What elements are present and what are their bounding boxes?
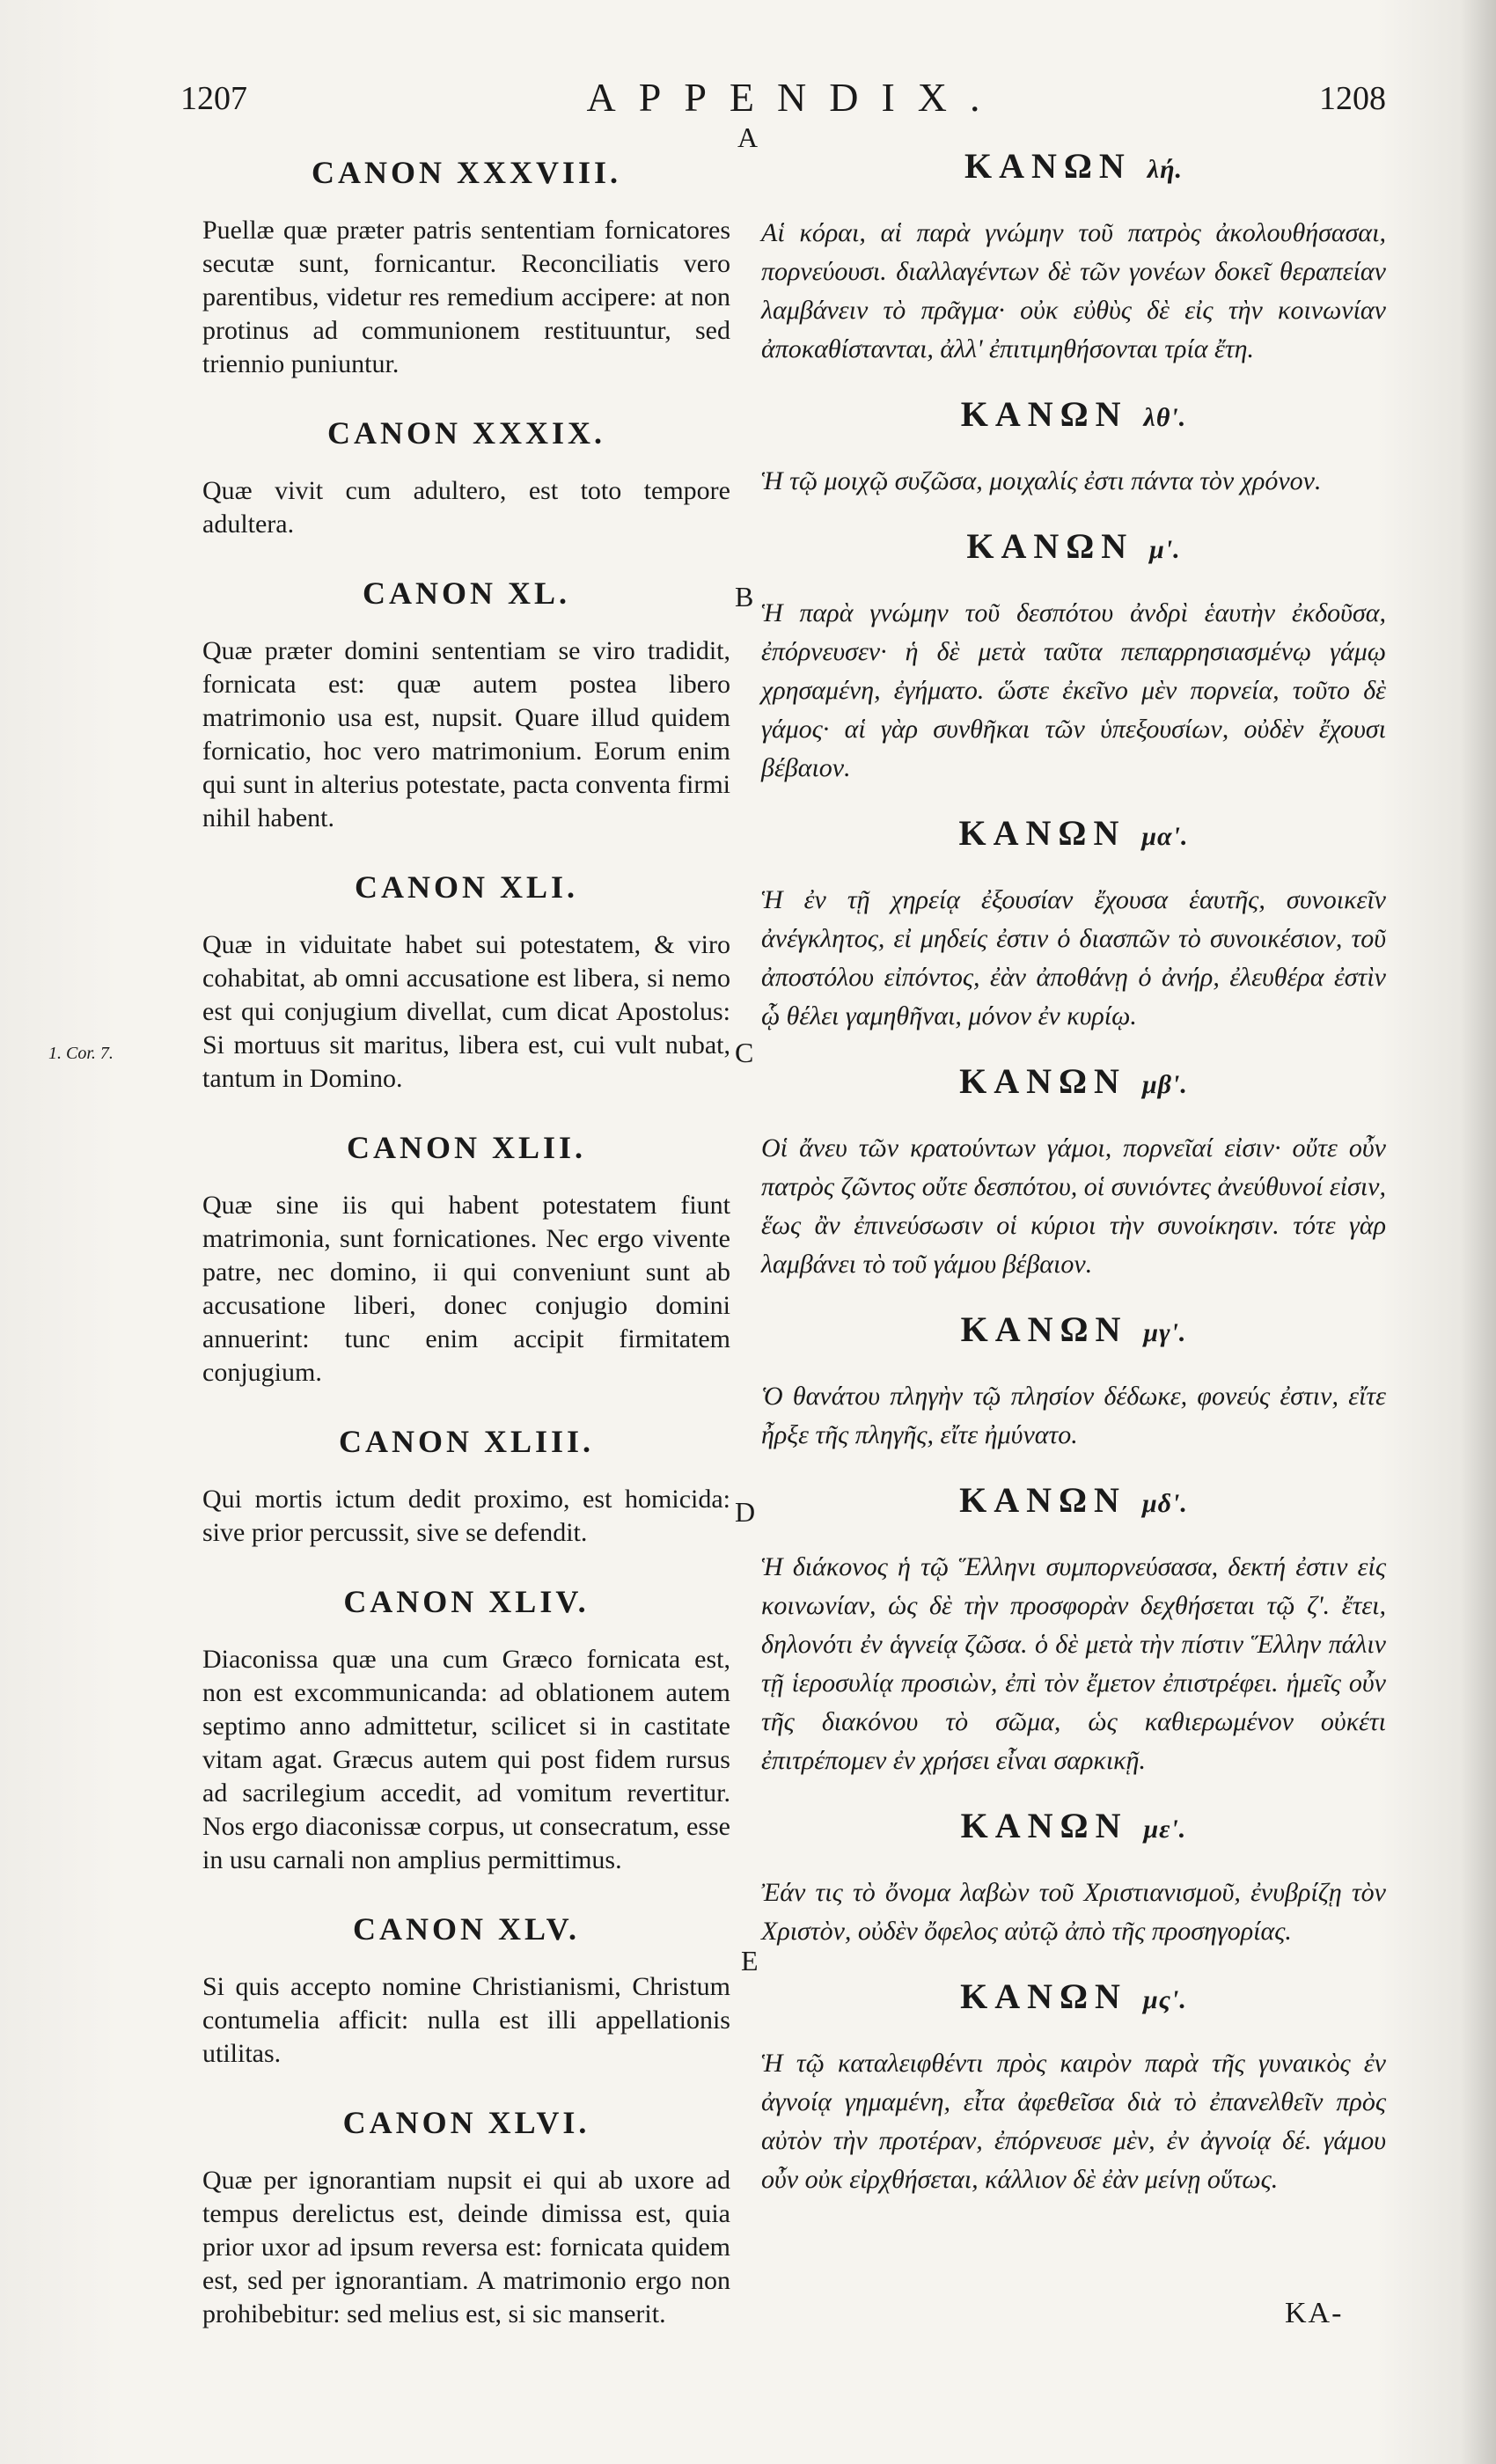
canon-text: Ἡ τῷ καταλειφθέντι πρὸς καιρὸν παρὰ τῆς γυναικὸς ἐν ἀγνοίᾳ γημαμένη, εἶτα ἀφεθεῖσα διὰ τὸ ἐπανελθεῖν πρὸς αὐτὸν τὴν προτέραν, ἐπόρνευσε μὲν, ἐν ἀγνοίᾳ δέ. γάμου οὖν οὐκ εἰρχθήσεται, κάλλιον δὲ ἐὰν μείνῃ οὕτως.	[761, 2049, 1386, 2194]
canon-greek	[761, 814, 1386, 1036]
section-marker-d: D	[735, 1496, 756, 1528]
canon-text: Ἡ τῷ μοιχῷ συζῶσα, μοιχαλίς ἐστι πάντα τὸν χρόνον.	[761, 466, 1322, 495]
canon-greek	[761, 1062, 1386, 1284]
canon-greek	[761, 1310, 1386, 1455]
canon-latin	[202, 1425, 730, 1550]
canon-heading: CANON XLI.	[354, 869, 578, 905]
canon-latin	[202, 576, 730, 835]
canon-heading	[761, 1977, 1386, 2020]
canon-word: ΚΑΝΩΝ	[959, 1480, 1126, 1520]
canon-text: Quæ præter domini sententiam se viro tradidit, fornicata est: quæ autem postea libero matrimonio usa est, nupsit. Quare illud quidem fornicatio, hoc vero matrimonium. Eorum enim qui sunt in alterius potestate, pacta conventa firmi nihil habent.	[202, 636, 730, 832]
canon-text: Ἡ διάκονος ἡ τῷ Ἕλληνι συμπορνεύσασα, δεκτή ἐστιν εἰς κοινωνίαν, ὡς δὲ τὴν προσφορὰν δεχθήσεται τῷ ζ'. ἔτει, δηλονότι ἐν ἁγνείᾳ ζῶσα. ὁ δὲ μετὰ τὴν πίστιν Ἕλλην πάλιν τῇ ἱεροσυλίᾳ προσιὼν, ἐπὶ τὸν ἔμετον ἐπιστρέφει. ἡμεῖς οὖν τῆς διακόνου τὸ σῶμα, ὡς καθιερωμένον οὐκέτι ἐπιτρέπομεν ἐν χρήσει εἶναι σαρκικῇ.	[761, 1552, 1386, 1775]
canon-word: ΚΑΝΩΝ	[960, 1309, 1128, 1349]
canon-text: Οἱ ἄνευ τῶν κρατούντων γάμοι, πορνεῖαί εἰσιν· οὔτε οὖν πατρὸς ζῶντος οὔτε δεσπότου, οἱ συνιόντες ἀνεύθυνοί εἰσιν, ἕως ἂν ἐπινεύσωσιν οἱ κύριοι τὴν συνοίκησιν. τότε γὰρ λαμβάνει τὸ τοῦ γάμου βέβαιον.	[761, 1133, 1386, 1279]
canon-word: ΚΑΝΩΝ	[960, 394, 1128, 434]
canon-word: ΚΑΝΩΝ	[964, 146, 1132, 186]
canon-number: μ'.	[1149, 535, 1181, 564]
canon-text: Ἡ παρὰ γνώμην τοῦ δεσπότου ἀνδρὶ ἑαυτὴν ἐκδοῦσα, ἐπόρνευσεν· ἡ δὲ μετὰ ταῦτα πεπαρρησιασμένῳ γάμῳ χρησαμένη, ἐγήματο. ὥστε ἐκεῖνο μὲν πορνεία, τοῦτο δὲ γάμος· αἱ γὰρ συνθῆκαι τῶν ὑπεξουσίων, οὐδὲν ἔχουσι βέβαιον.	[761, 598, 1386, 782]
canon-word: ΚΑΝΩΝ	[960, 1976, 1127, 2016]
canon-text: Ἡ ἐν τῇ χηρείᾳ ἐξουσίαν ἔχουσα ἑαυτῆς, συνοικεῖν ἀνέγκλητος, εἰ μηδείς ἐστιν ὁ διασπῶν τὸ συνοικέσιον, τοῦ ἀποστόλου εἰπόντος, ἐὰν ἀποθάνῃ ὁ ἀνήρ, ἐλευθέρα ἐστὶν ᾧ θέλει γαμηθῆναι, μόνον ἐν κυρίῳ.	[761, 885, 1386, 1030]
canon-latin	[202, 416, 730, 541]
canon-greek	[761, 147, 1386, 369]
canon-latin	[202, 1585, 730, 1877]
canon-heading	[761, 395, 1386, 437]
canon-number: μα'.	[1141, 822, 1189, 851]
canon-word: ΚΑΝΩΝ	[959, 1061, 1126, 1101]
canon-greek	[761, 1977, 1386, 2199]
section-marker-a: A	[737, 121, 759, 153]
canon-heading: CANON XXXVIII.	[311, 155, 621, 190]
canon-text: Qui mortis ictum dedit proximo, est homicida: sive prior percussit, sive se defendit.	[202, 1485, 730, 1547]
greek-column	[761, 123, 1386, 2199]
canon-number: λή.	[1147, 155, 1184, 184]
canon-heading	[761, 1062, 1386, 1104]
margin-reference: 1. Cor. 7.	[48, 1044, 114, 1063]
canon-number: μγ'.	[1143, 1318, 1187, 1347]
canon-text: Αἱ κόραι, αἱ παρὰ γνώμην τοῦ πατρὸς ἀκολουθήσασαι, πορνεύουσι. διαλλαγέντων δὲ τῶν γονέων δοκεῖ θεραπείαν λαμβάνειν τὸ πρᾶγμα· οὐκ εὐθὺς δὲ εἰς τὴν κοινωνίαν ἀποκαθίστανται, ἀλλ' ἐπιτιμηθήσονται τρία ἔτη.	[761, 218, 1386, 363]
canon-heading: CANON XLII.	[346, 1130, 587, 1165]
canon-number: μς'.	[1142, 1985, 1187, 2014]
canon-greek	[761, 395, 1386, 501]
canon-word: ΚΑΝΩΝ	[958, 813, 1126, 853]
canon-text: Ἐάν τις τὸ ὄνομα λαβὼν τοῦ Χριστιανισμοῦ, ἐνυβρίζῃ τὸν Χριστὸν, οὐδὲν ὄφελος αὐτῷ ἀπὸ τῆς προσηγορίας.	[761, 1878, 1386, 1946]
canon-heading	[761, 147, 1386, 189]
running-title: APPENDIX.	[586, 75, 1003, 120]
section-marker-b: B	[735, 581, 754, 612]
section-marker-c: C	[735, 1037, 754, 1068]
canon-greek	[761, 1807, 1386, 1951]
canon-text: Si quis accepto nomine Christianismi, Christum contumelia afficit: nulla est illi appellationis utilitas.	[202, 1972, 730, 2068]
canon-latin	[202, 1131, 730, 1390]
canon-number: με'.	[1143, 1815, 1187, 1844]
canon-heading: CANON XXXIX.	[327, 415, 605, 451]
canon-word: ΚΑΝΩΝ	[960, 1806, 1128, 1845]
canon-heading	[761, 1481, 1386, 1523]
canon-heading	[761, 1310, 1386, 1353]
canon-text: Puellæ quæ præter patris sententiam fornicatores secutæ sunt, fornicantur. Reconciliatis vero parentibus, videtur res remedium accipere: at non protinus ad communionem restituuntur, sed triennio puniuntur.	[202, 216, 730, 378]
catchword: KA-	[1285, 2297, 1344, 2329]
page-number-right: 1208	[1319, 80, 1386, 117]
canon-text: Diaconissa quæ una cum Græco fornicata est, non est excommunicanda: ad oblationem autem septimo anno admittetur, scilicet si in castitate vitam agat. Græcus autem qui post fidem rursus ad sacrilegium accedit, ad vomitum revertitur. Nos ergo diaconissæ corpus, ut consecratum, esse in usu carnali non amplius permittimus.	[202, 1645, 730, 1874]
canon-text: Quæ in viduitate habet sui potestatem, & viro cohabitat, ab omni accusatione est libera, si nemo est qui conjugium divellat, cum dicat Apostolus: Si mortuus sit maritus, libera est, cui vult nubat, tantum in Domino.	[202, 930, 730, 1093]
canon-text: Ὁ θανάτου πληγὴν τῷ πλησίον δέδωκε, φονεύς ἐστιν, εἴτε ἦρξε τῆς πληγῆς, εἴτε ἠμύνατο.	[761, 1382, 1386, 1449]
canon-greek	[761, 1481, 1386, 1780]
canon-heading: CANON XLIV.	[343, 1584, 590, 1619]
section-marker-e: E	[741, 1945, 759, 1976]
latin-column	[202, 123, 730, 2331]
canon-word: ΚΑΝΩΝ	[966, 526, 1134, 566]
canon-number: λθ'.	[1143, 403, 1187, 432]
canon-latin	[202, 1912, 730, 2071]
canon-heading: CANON XLIII.	[338, 1424, 595, 1459]
canon-heading: CANON XL.	[362, 576, 570, 611]
canon-heading: CANON XLV.	[352, 1911, 581, 1947]
canon-latin	[202, 156, 730, 381]
canon-greek	[761, 527, 1386, 788]
canon-number: μβ'.	[1141, 1070, 1188, 1099]
canon-heading	[761, 814, 1386, 856]
canon-latin	[202, 2106, 730, 2331]
page-number-left: 1207	[180, 80, 247, 117]
canon-heading	[761, 527, 1386, 569]
canon-heading: CANON XLVI.	[342, 2105, 590, 2140]
canon-number: μδ'.	[1141, 1489, 1188, 1518]
canon-text: Quæ vivit cum adultero, est toto tempore adultera.	[202, 476, 730, 539]
canon-heading	[761, 1807, 1386, 1849]
page-edge-shadow	[1461, 0, 1496, 2464]
canon-text: Quæ per ignorantiam nupsit ei qui ab uxore ad tempus derelictus est, deinde dimissa est, quia prior uxor ad ipsum reversa est: fornicata quidem est, sed per ignorantiam. A matrimonio ergo non prohibebitur: sed melius est, si sic manserit.	[202, 2166, 730, 2328]
canon-text: Quæ sine iis qui habent potestatem fiunt matrimonia, sunt fornicationes. Nec ergo vivente patre, nec domino, ii qui conveniunt sunt ab accusatione liberi, donec conjugio domini annuerint: tunc enim accipit firmitatem conjugium.	[202, 1191, 730, 1387]
canon-latin	[202, 870, 730, 1096]
